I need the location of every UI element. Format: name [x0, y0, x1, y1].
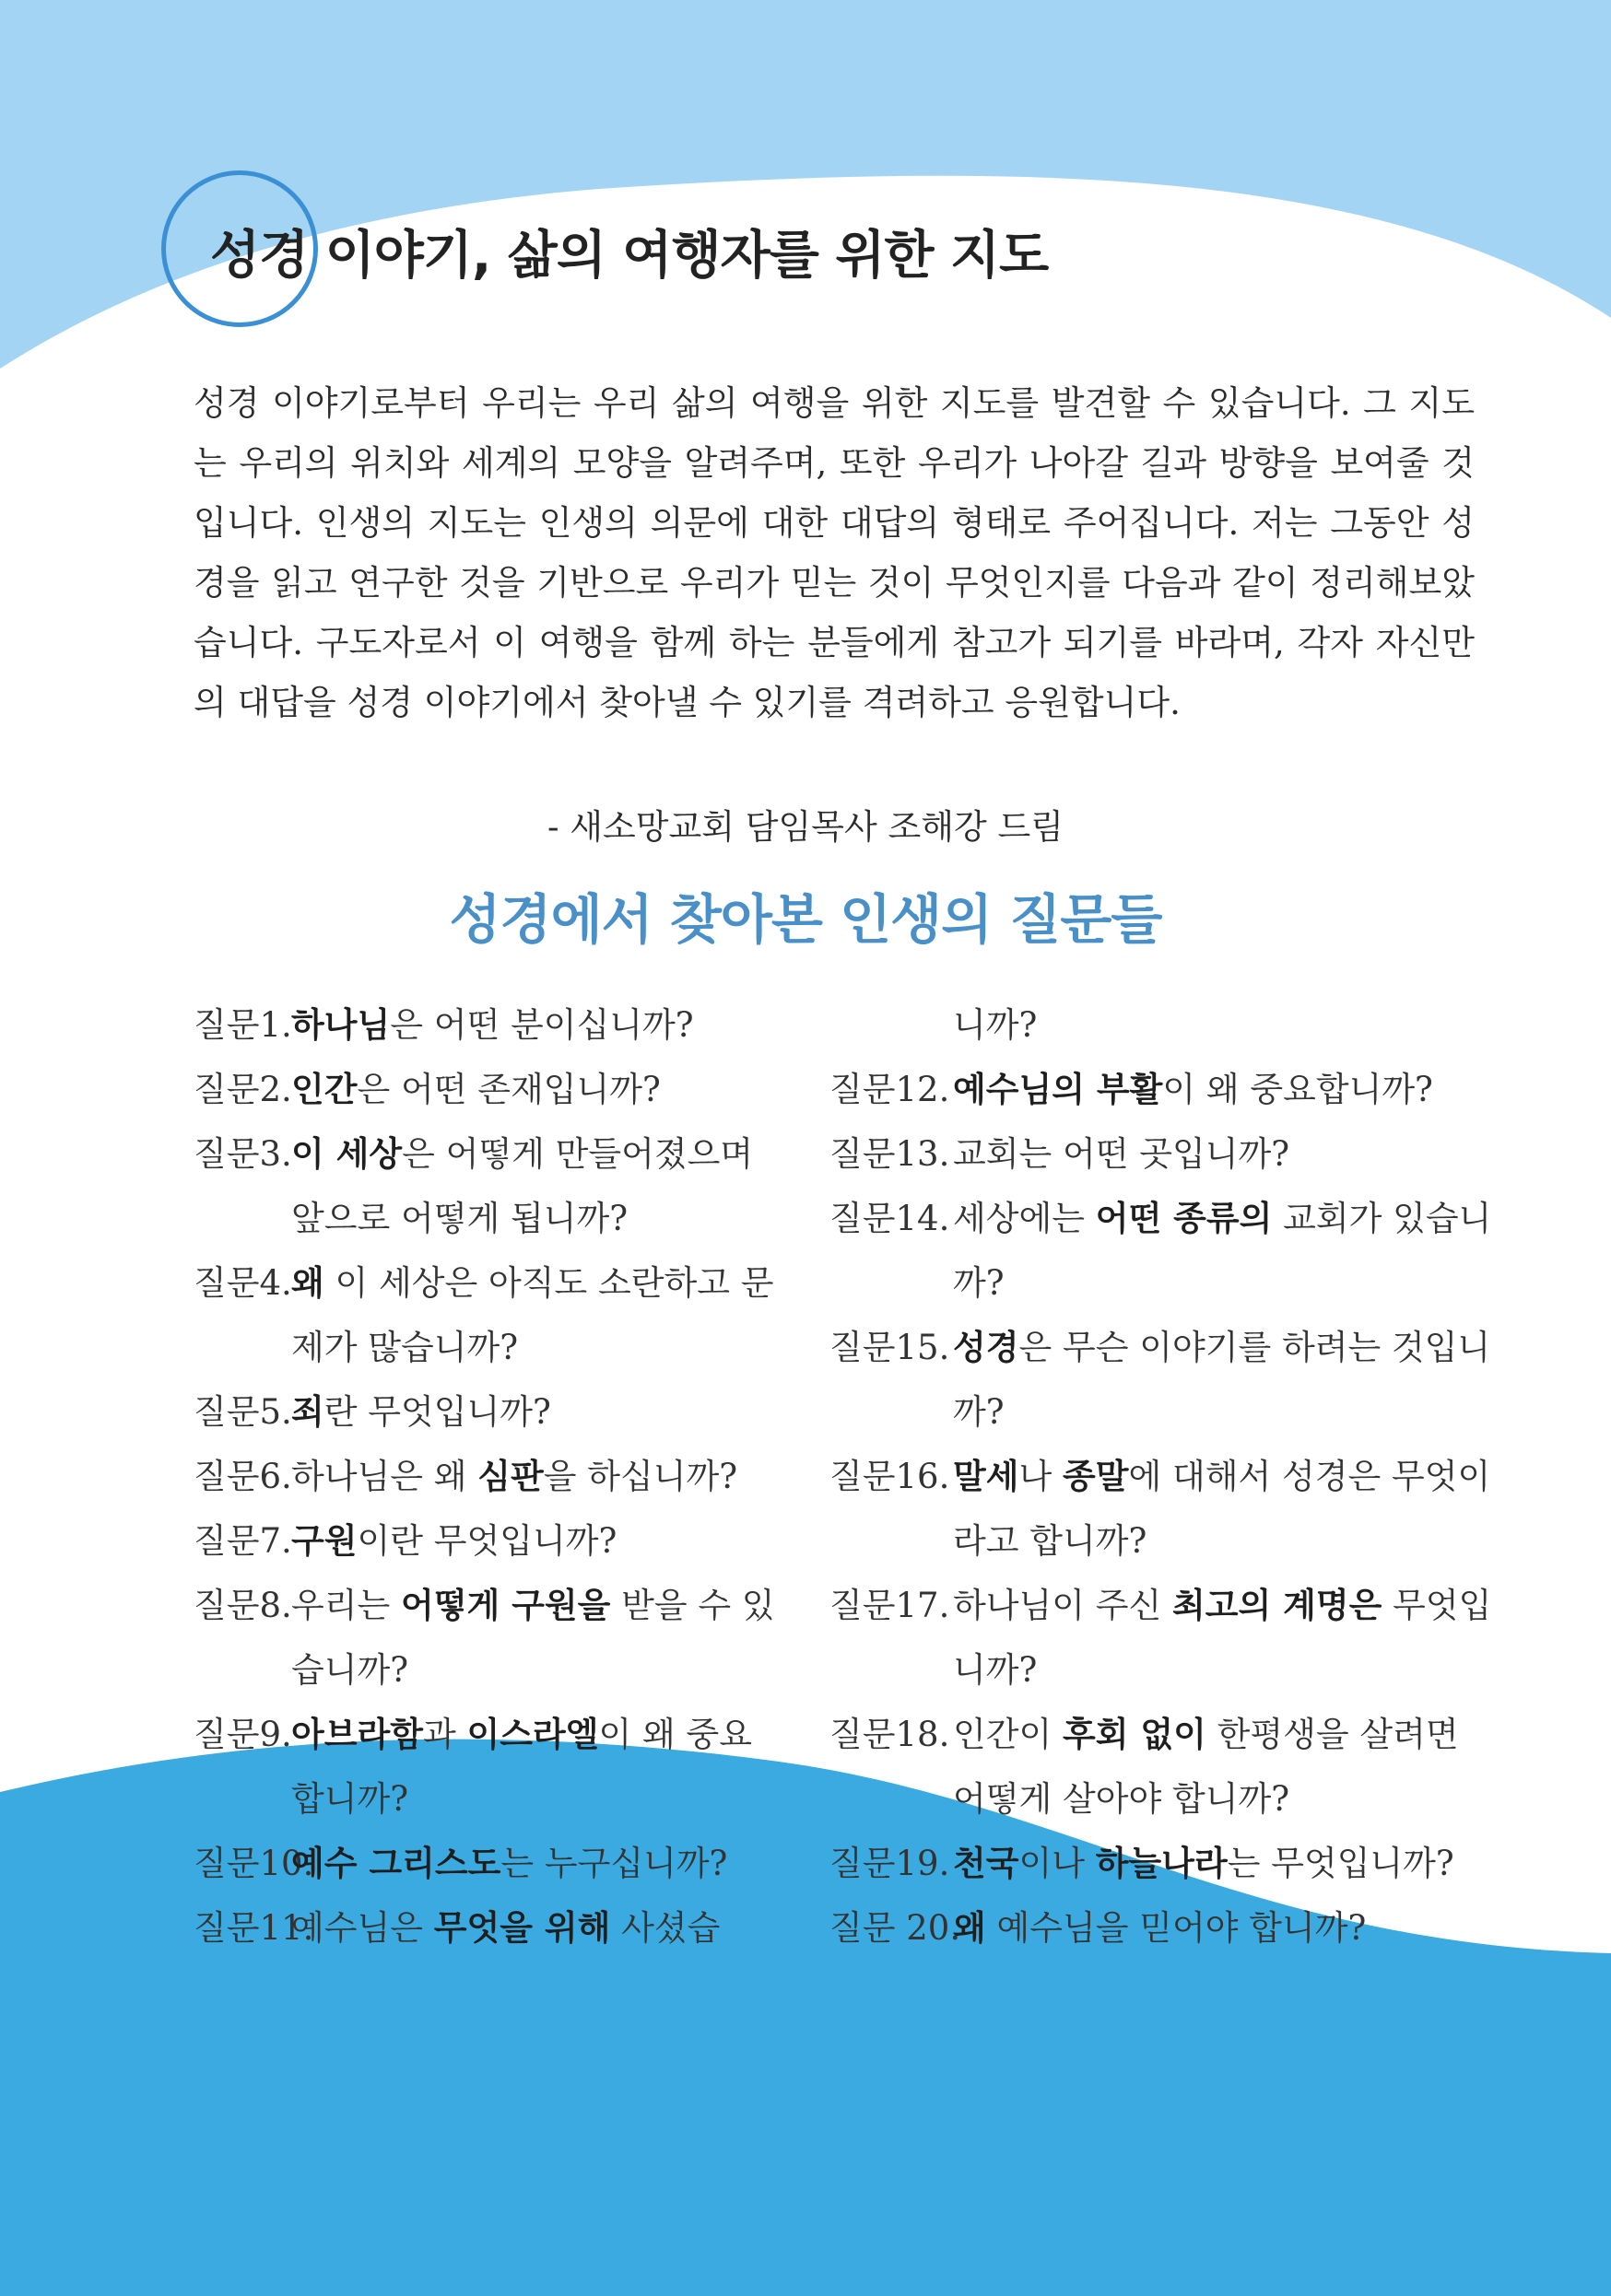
question-label: 질문2. — [194, 1070, 292, 1109]
question-text: 은 어떤 존재입니까? — [357, 1070, 661, 1109]
signature: - 새소망교회 담임목사 조해강 드림 — [547, 807, 1064, 847]
question-keyword: 무엇을 위해 — [433, 1908, 611, 1948]
question-text: 한평생을 살려면 어떻게 살아야 합니까? — [953, 1715, 1459, 1819]
question-text: 우리는 — [291, 1586, 401, 1625]
question-label: 질문12. — [829, 1070, 950, 1109]
question-text: 하나님은 왜 — [291, 1457, 478, 1496]
question-keyword: 어떤 종류의 — [1095, 1199, 1273, 1238]
question-label: 질문19. — [829, 1844, 950, 1883]
question-text: 교회는 어떤 곳입니까? — [953, 1134, 1290, 1174]
question-label: 질문10. — [194, 1844, 314, 1883]
question-keyword: 왜 — [953, 1908, 986, 1948]
question-label: 질문1. — [194, 1005, 292, 1045]
question-text: 세상에는 — [953, 1199, 1096, 1238]
question-text: 이 세상은 아직도 소란하고 문제가 많습니까? — [291, 1263, 774, 1367]
question-label: 질문18. — [829, 1715, 950, 1754]
question-label: 질문15. — [829, 1328, 950, 1367]
question-10 — [194, 1832, 783, 1896]
question-text: 이 왜 중요합니까? — [291, 1715, 752, 1819]
question-label: 질문16. — [829, 1457, 950, 1496]
question-13 — [829, 1122, 1493, 1187]
question-text: 이 왜 중요합니까? — [1162, 1070, 1433, 1109]
question-keyword: 예수님의 부활 — [953, 1070, 1163, 1109]
question-text: 과 — [422, 1715, 467, 1754]
question-17 — [829, 1574, 1493, 1703]
question-text: 받을 수 있습니까? — [291, 1586, 775, 1690]
question-text: 나 — [1018, 1457, 1063, 1496]
question-keyword: 구원 — [291, 1521, 358, 1561]
question-11-continuation: 니까? — [953, 1005, 1038, 1045]
question-label: 질문 20. — [829, 1908, 961, 1948]
question-label: 질문7. — [194, 1521, 292, 1561]
question-text: 무엇입니까? — [953, 1586, 1492, 1690]
question-keyword: 왜 — [291, 1263, 324, 1303]
question-15 — [829, 1316, 1493, 1445]
question-6 — [194, 1445, 783, 1509]
question-label: 질문3. — [194, 1134, 292, 1174]
question-text: 예수님은 — [291, 1908, 434, 1948]
question-keyword: 종말 — [1063, 1457, 1129, 1496]
question-keyword: 심판 — [477, 1457, 544, 1496]
question-keyword: 이 세상 — [291, 1134, 403, 1174]
question-text: 사셨습 — [610, 1908, 721, 1948]
question-text: 는 무엇입니까? — [1227, 1844, 1454, 1883]
question-text: 예수님을 믿어야 합니까? — [985, 1908, 1367, 1948]
question-keyword: 예수 그리스도 — [291, 1844, 501, 1883]
question-keyword: 하늘나라 — [1095, 1844, 1228, 1883]
question-keyword: 성경 — [953, 1328, 1019, 1367]
question-3 — [194, 1122, 783, 1251]
question-label: 질문8. — [194, 1586, 292, 1625]
question-7 — [194, 1509, 783, 1574]
intro-paragraph: 성경 이야기로부터 우리는 우리 삶의 여행을 위한 지도를 발견할 수 있습니다. 그 지도는 우리의 위치와 세계의 모양을 알려주며, 또한 우리가 나아갈 길과 방향을 보여줄 것입니다. 인생의 지도는 인생의 의문에 대한 대답의 형태로 주어집니다. 저는 그동안 성경을 읽고 연구한 것을 기반으로 우리가 믿는 것이 무엇인지를 다음과 같이 정리해보았습니다. 구도자로서 이 여행을 함께 하는 분들에게 참고가 되기를 바라며, 각자 자신만의 대답을 성경 이야기에서 찾아낼 수 있기를 격려하고 응원합니다. — [194, 383, 1475, 722]
question-label: 질문4. — [194, 1263, 292, 1303]
question-text: 인간이 — [953, 1715, 1063, 1754]
question-8 — [194, 1574, 783, 1703]
question-text: 하나님이 주신 — [953, 1586, 1172, 1625]
question-text: 은 무슨 이야기를 하려는 것입니까? — [953, 1328, 1491, 1432]
question-11 — [194, 1896, 783, 1961]
question-keyword: 아브라함 — [291, 1715, 423, 1754]
question-label: 질문17. — [829, 1586, 950, 1625]
question-16 — [829, 1445, 1493, 1574]
question-keyword: 인간 — [291, 1070, 358, 1109]
question-keyword: 최고의 계명은 — [1171, 1586, 1382, 1625]
question-20 — [829, 1896, 1493, 1961]
questions-right-column — [829, 993, 1493, 1961]
question-keyword: 이스라엘 — [466, 1715, 599, 1754]
question-text: 이나 — [1018, 1844, 1096, 1883]
question-label: 질문11. — [194, 1908, 314, 1948]
question-5 — [194, 1380, 783, 1445]
question-9 — [194, 1703, 783, 1832]
question-text: 란 무엇입니까? — [323, 1392, 551, 1432]
question-keyword: 후회 없이 — [1063, 1715, 1206, 1754]
section-title: 성경에서 찾아본 인생의 질문들 — [449, 888, 1162, 951]
question-keyword: 말세 — [953, 1457, 1019, 1496]
question-4 — [194, 1251, 783, 1380]
question-2 — [194, 1058, 783, 1122]
question-keyword: 천국 — [953, 1844, 1019, 1883]
question-text: 은 어떤 분이십니까? — [390, 1005, 694, 1045]
question-1 — [194, 993, 783, 1058]
question-text: 을 하십니까? — [543, 1457, 738, 1496]
questions-left-column — [194, 993, 783, 1961]
question-text: 에 대해서 성경은 무엇이라고 합니까? — [953, 1457, 1491, 1561]
page-title: 성경 이야기, 삶의 여행자를 위한 지도 — [210, 226, 1049, 286]
question-14 — [829, 1187, 1493, 1316]
question-label: 질문6. — [194, 1457, 292, 1496]
question-text: 은 어떻게 만들어졌으며 앞으로 어떻게 됩니까? — [291, 1134, 754, 1238]
question-keyword: 죄 — [291, 1392, 324, 1432]
question-label: 질문9. — [194, 1715, 292, 1754]
question-12 — [829, 1058, 1493, 1122]
question-text: 는 누구십니까? — [500, 1844, 728, 1883]
question-text: 교회가 있습니까? — [953, 1199, 1492, 1303]
question-keyword: 하나님 — [291, 1005, 391, 1045]
question-label: 질문13. — [829, 1134, 950, 1174]
question-label: 질문5. — [194, 1392, 292, 1432]
question-text: 이란 무엇입니까? — [357, 1521, 617, 1561]
question-19 — [829, 1832, 1493, 1896]
question-keyword: 어떻게 구원을 — [401, 1586, 611, 1625]
question-18 — [829, 1703, 1493, 1832]
question-label: 질문14. — [829, 1199, 950, 1238]
